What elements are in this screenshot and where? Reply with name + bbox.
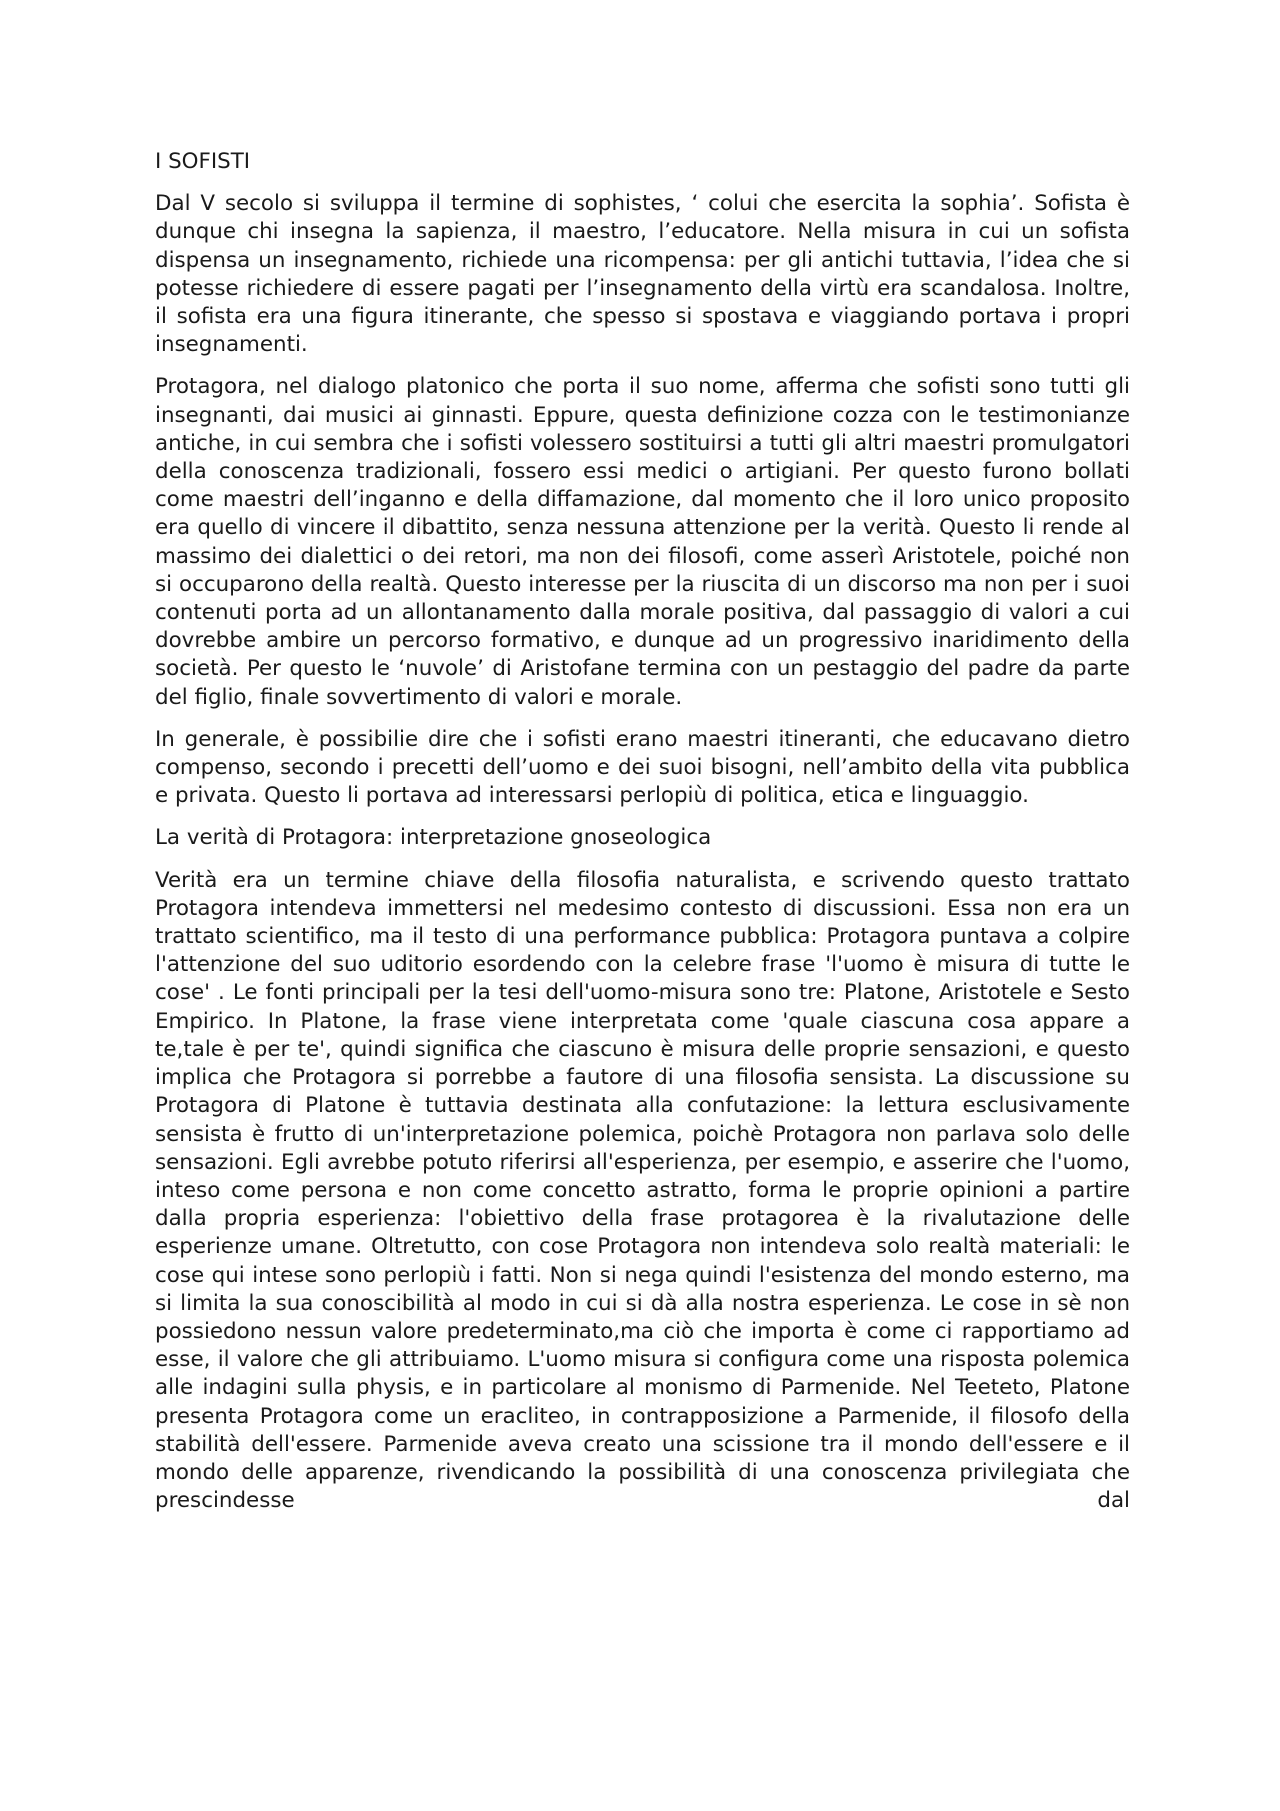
paragraph-truth-interpretation: Verità era un termine chiave della filosofia naturalista, e scrivendo questo trattato Protagora intendeva immettersi nel medesimo contesto di discussioni. Essa non era un trattato scientifico, ma il testo di una performance pubblica: Protagora puntava a colpire l'attenzione del suo uditorio esordendo con la celebre frase 'l'uomo è misura di tutte le cose' . Le fonti principali per la tesi dell'uomo-misura sono tre: Platone, Aristotele e Sesto Empirico. In Platone, la frase viene interpretata come 'quale ciascuna cosa appare a te,tale è per te', quindi significa che ciascuno è misura delle proprie sensazioni, e questo implica che Protagora si porrebbe a fautore di una filosofia sensista. La discussione su Protagora di Platone è tuttavia destinata alla confutazione: la lettura esclusivamente sensista è frutto di un'interpretazione polemica, poichè Protagora non parlava solo delle sensazioni. Egli avrebbe potuto riferirsi all'esperienza, per esempio, e asserire che l'uomo, inteso come persona e non come concetto astratto, forma le proprie opinioni a partire dalla propria esperienza: l'obiettivo della frase protagorea è la rivalutazione delle esperienze umane. Oltretutto, con cose Protagora non intendeva solo realtà materiali: le cose qui intese sono perlopiù i fatti. Non si nega quindi l'esistenza del mondo esterno, ma si limita la sua conoscibilità al modo in cui si dà alla nostra esperienza. Le cose in sè non possiedono nessun valore predeterminato,ma ciò che importa è come ci rapportiamo ad esse, il valore che gli attribuiamo. L'uomo misura si configura come una risposta polemica alle indagini sulla physis, e in particolare al monismo di Parmenide. Nel Teeteto, Platone presenta Protagora come un eracliteo, in contrapposizione a Parmenide, il filosofo della stabilità dell'essere. Parmenide aveva creato una scissione tra il mondo dell'essere e il mondo delle apparenze, rivendicando la possibilità di una conoscenza privilegiata che prescindesse dal xyxy=(155,867,1130,1514)
paragraph-definition: Dal V secolo si sviluppa il termine di sophistes, ‘ colui che esercita la sophia’. Sofista è dunque chi insegna la sapienza, il maestro, l’educatore. Nella misura in cui un sofista dispensa un insegnamento, richiede una ricompensa: per gli antichi tuttavia, l’idea che si potesse richiedere di essere pagati per l’insegnamento della virtù era scandalosa. Inoltre, il sofista era una figura itinerante, che spesso si spostava e viaggiando portava i propri insegnamenti. xyxy=(155,191,1130,358)
section-subheading: La verità di Protagora: interpretazione gnoseologica xyxy=(155,825,712,851)
paragraph-summary: In generale, è possibilie dire che i sofisti erano maestri itineranti, che educavano dietro compenso, secondo i precetti dell’uomo e dei suoi bisogni, nell’ambito della vita pubblica e privata. Questo li portava ad interessarsi perlopiù di politica, etica e linguaggio. xyxy=(155,726,1130,809)
paragraph-protagora-dialogue: Protagora, nel dialogo platonico che porta il suo nome, afferma che sofisti sono tutti gli insegnanti, dai musici ai ginnasti. Eppure, questa definizione cozza con le testimonianze antiche, in cui sembra che i sofisti volessero sostituirsi a tutti gli altri maestri promulgatori della conoscenza tradizionali, fossero essi medici o artigiani. Per questo furono bollati come maestri dell’inganno e della diffamazione, dal momento che il loro unico proposito era quello di vincere il dibattito, senza nessuna attenzione per la verità. Questo li rende al massimo dei dialettici o dei retori, ma non dei filosofi, come asserì Aristotele, poiché non si occuparono della realtà. Questo interesse per la riuscita di un discorso ma non per i suoi contenuti porta ad un allontanamento dalla morale positiva, dal passaggio di valori a cui dovrebbe ambire un percorso formativo, e dunque ad un progressivo inaridimento della società. Per questo le ‘nuvole’ di Aristofane termina con un pestaggio del padre da parte del figlio, finale sovvertimento di valori e morale. xyxy=(155,374,1130,710)
document-title: I SOFISTI xyxy=(155,149,251,174)
document-page xyxy=(155,148,1130,1529)
